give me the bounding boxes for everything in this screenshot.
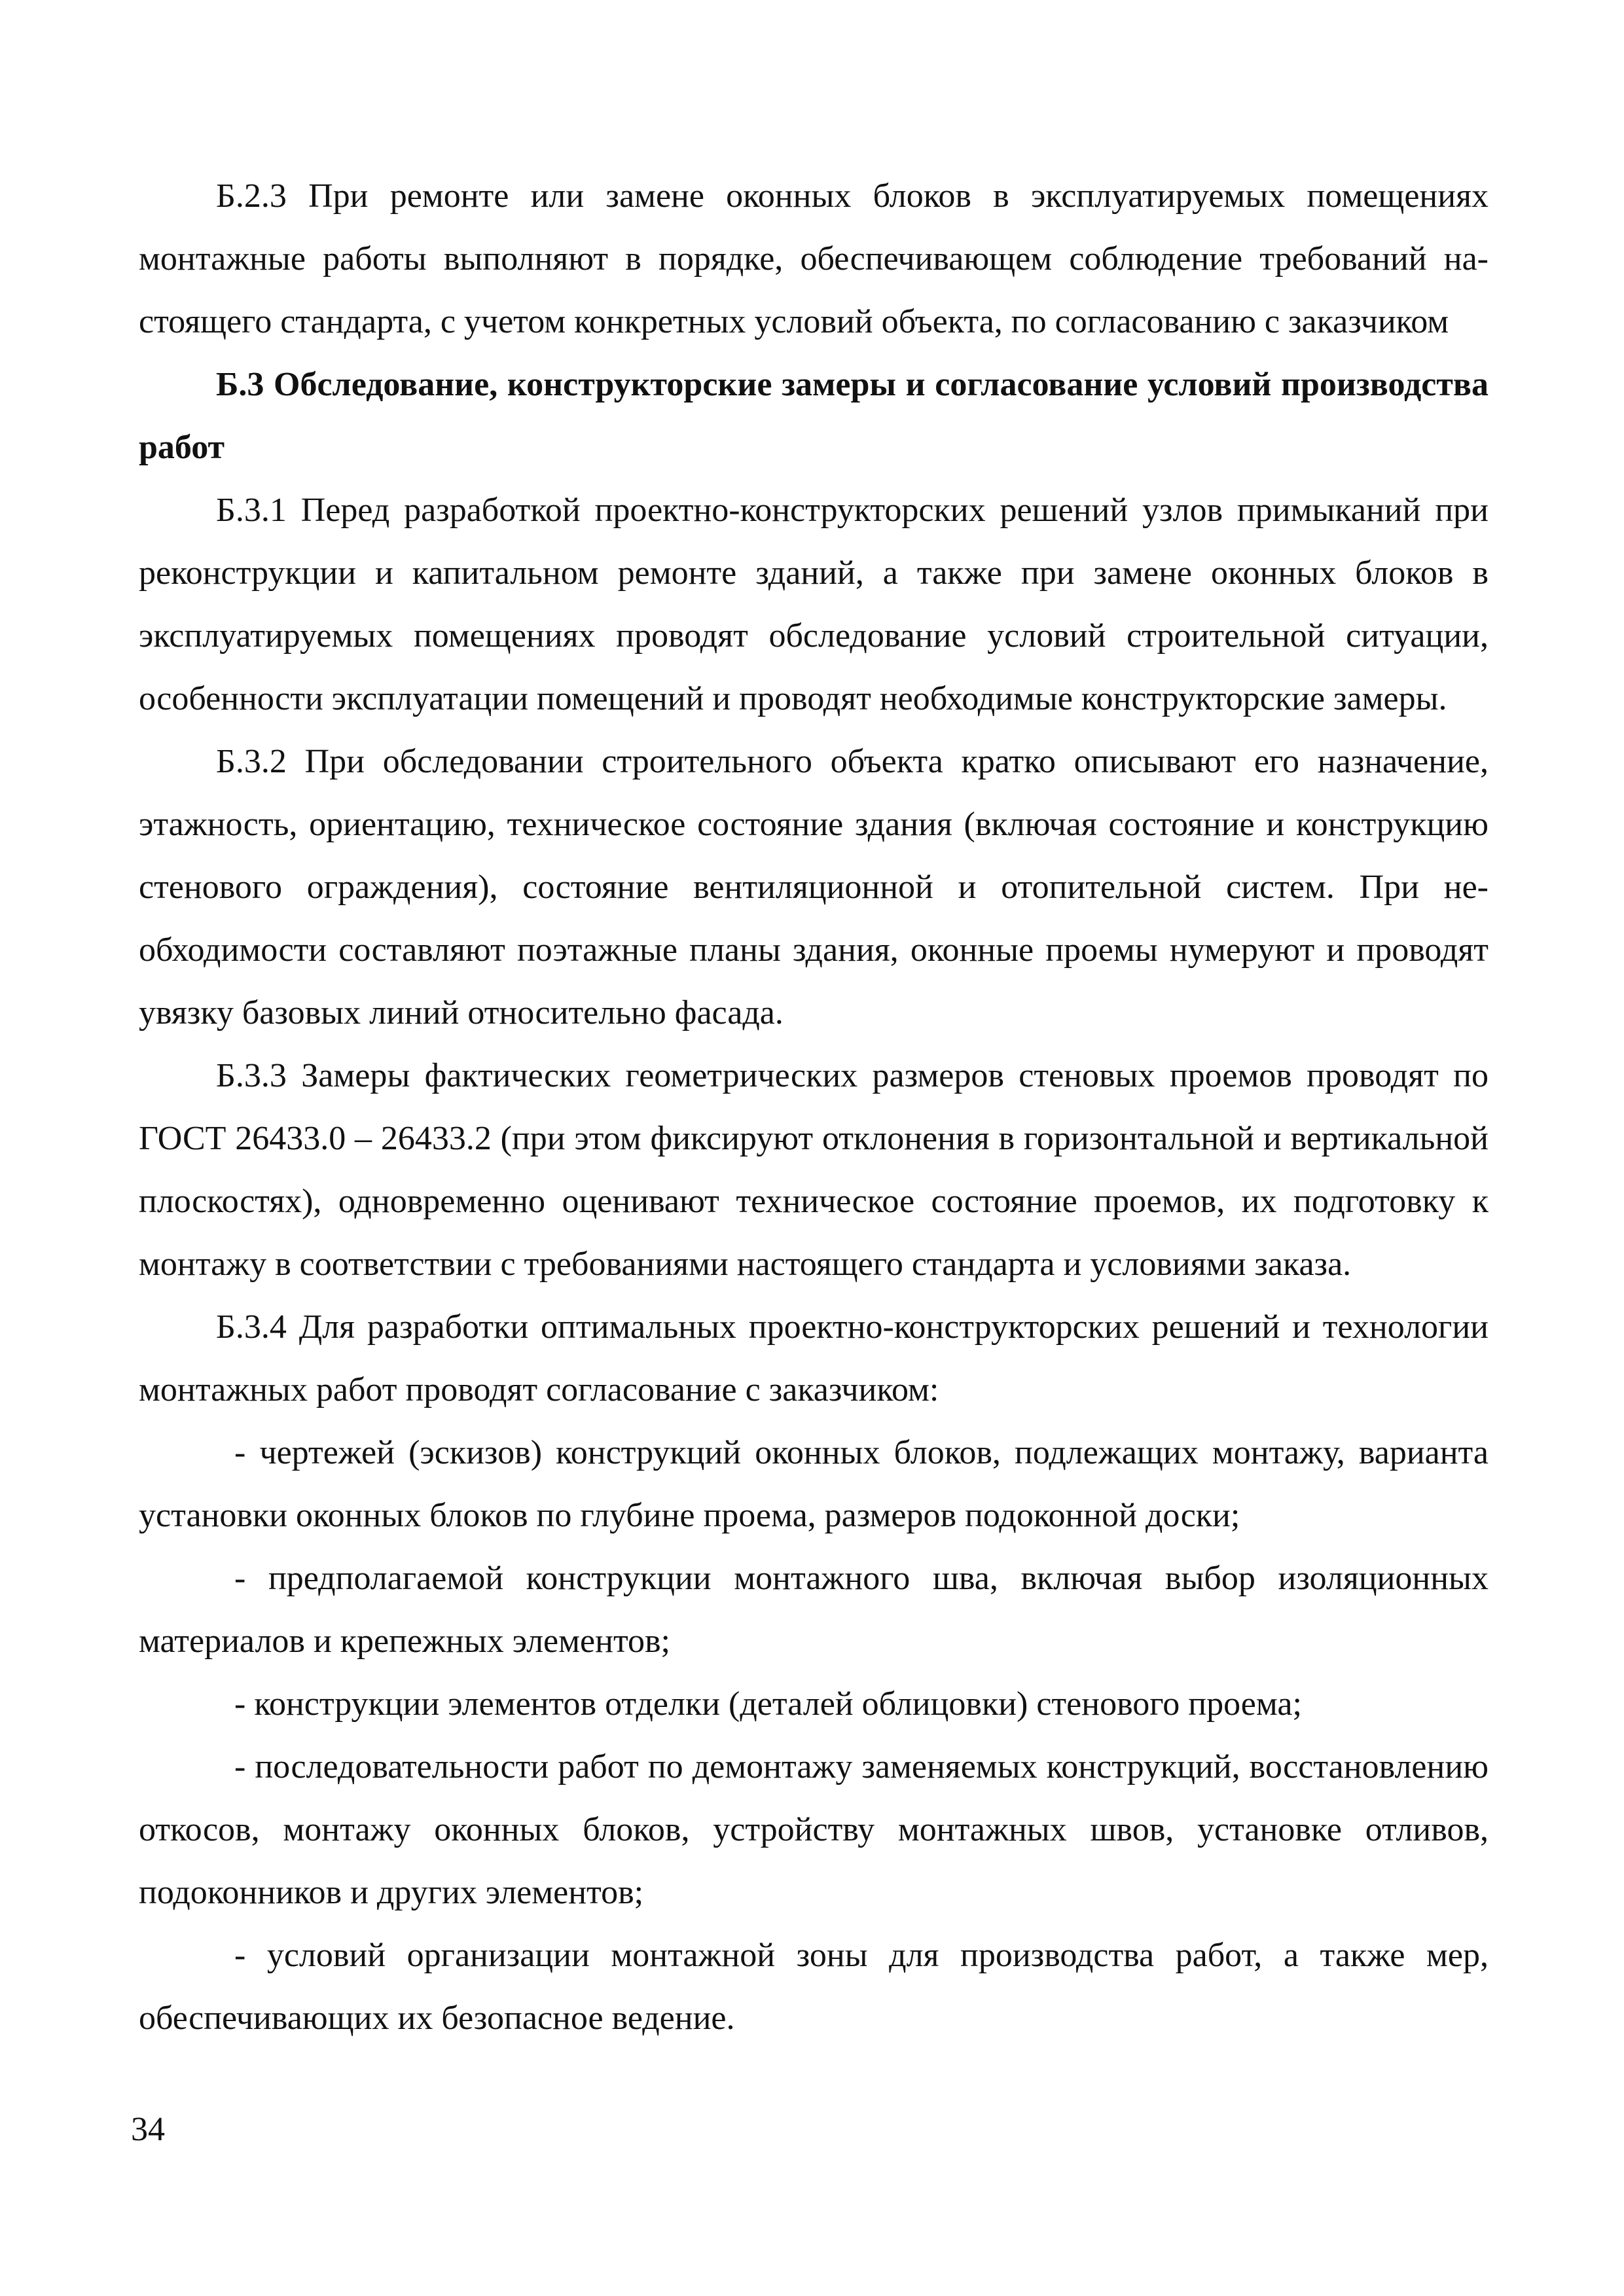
- list-item-work-zone: - условий организации монтажной зоны для производства работ, а также мер, обеспечивающих их безопасное ведение.: [139, 1937, 1489, 2037]
- section-heading-b-3: Б.3 Обследование, конструкторские замеры и согласование условий производства работ: [139, 366, 1489, 466]
- paragraph-b-3-1: Б.3.1 Перед разработкой проектно-конструкторских решений узлов примыканий при реконструкции и капитальном ремонте зданий, а также при замене оконных блоков в эксплуатируемых помещениях проводят обследование условий строительной ситуации, особенности эксплуатации помещений и проводят необходимые конструкторские замеры.: [139, 492, 1489, 717]
- list-item-joint-design: - предполагаемой конструкции монтажного шва, включая выбор изоляционных материалов и крепежных элементов;: [139, 1560, 1489, 1660]
- list-item-finishing: - конструкции элементов отделки (деталей облицовки) стенового проема;: [234, 1685, 1302, 1723]
- list-item-drawings: - чертежей (эскизов) конструкций оконных блоков, подлежащих монтажу, варианта установки оконных блоков по глубине проема, размеров подоконной доски;: [139, 1434, 1489, 1534]
- paragraph-b-3-3: Б.3.3 Замеры фактических геометрических размеров стеновых проемов проводят по ГОСТ 26433.0 – 26433.2 (при этом фиксируют отклонения в горизонтальной и вертикальной плоскостях), одновременно оценивают техническое состояние проемов, их подготовку к монтажу в соответствии с требованиями настоящего стандарта и условиями заказа.: [139, 1057, 1489, 1283]
- page-body: [139, 165, 1489, 2050]
- paragraph-b-3-4: Б.3.4 Для разработки оптимальных проектно-конструкторских решений и технологии монтажных работ проводят согласование с заказчиком:: [139, 1308, 1489, 1408]
- paragraph-b-3-2: Б.3.2 При обследовании строительного объекта кратко описывают его назначение, этажность, ориентацию, техническое состояние здания (включая состояние и конструкцию стенового ограждения), состояние вентиляционной и отопительной систем. При необходимости составляют поэтажные планы здания, оконные проемы нумеруют и проводят увязку базовых линий относительно фасада.: [139, 743, 1489, 1031]
- list-item-work-sequence: - последовательности работ по демонтажу заменяемых конструкций, восстановлению откосов, монтажу оконных блоков, устройству монтажных швов, установке отливов, подоконников и других элементов;: [139, 1748, 1489, 1911]
- paragraph-b-2-3: Б.2.3 При ремонте или замене оконных блоков в эксплуатируемых помещениях монтажные работы выполняют в порядке, обеспечивающем соблюдение требований настоящего стандарта, с учетом конкретных условий объекта, по согласованию с заказчиком: [139, 177, 1489, 340]
- page-number: 34: [131, 2111, 165, 2148]
